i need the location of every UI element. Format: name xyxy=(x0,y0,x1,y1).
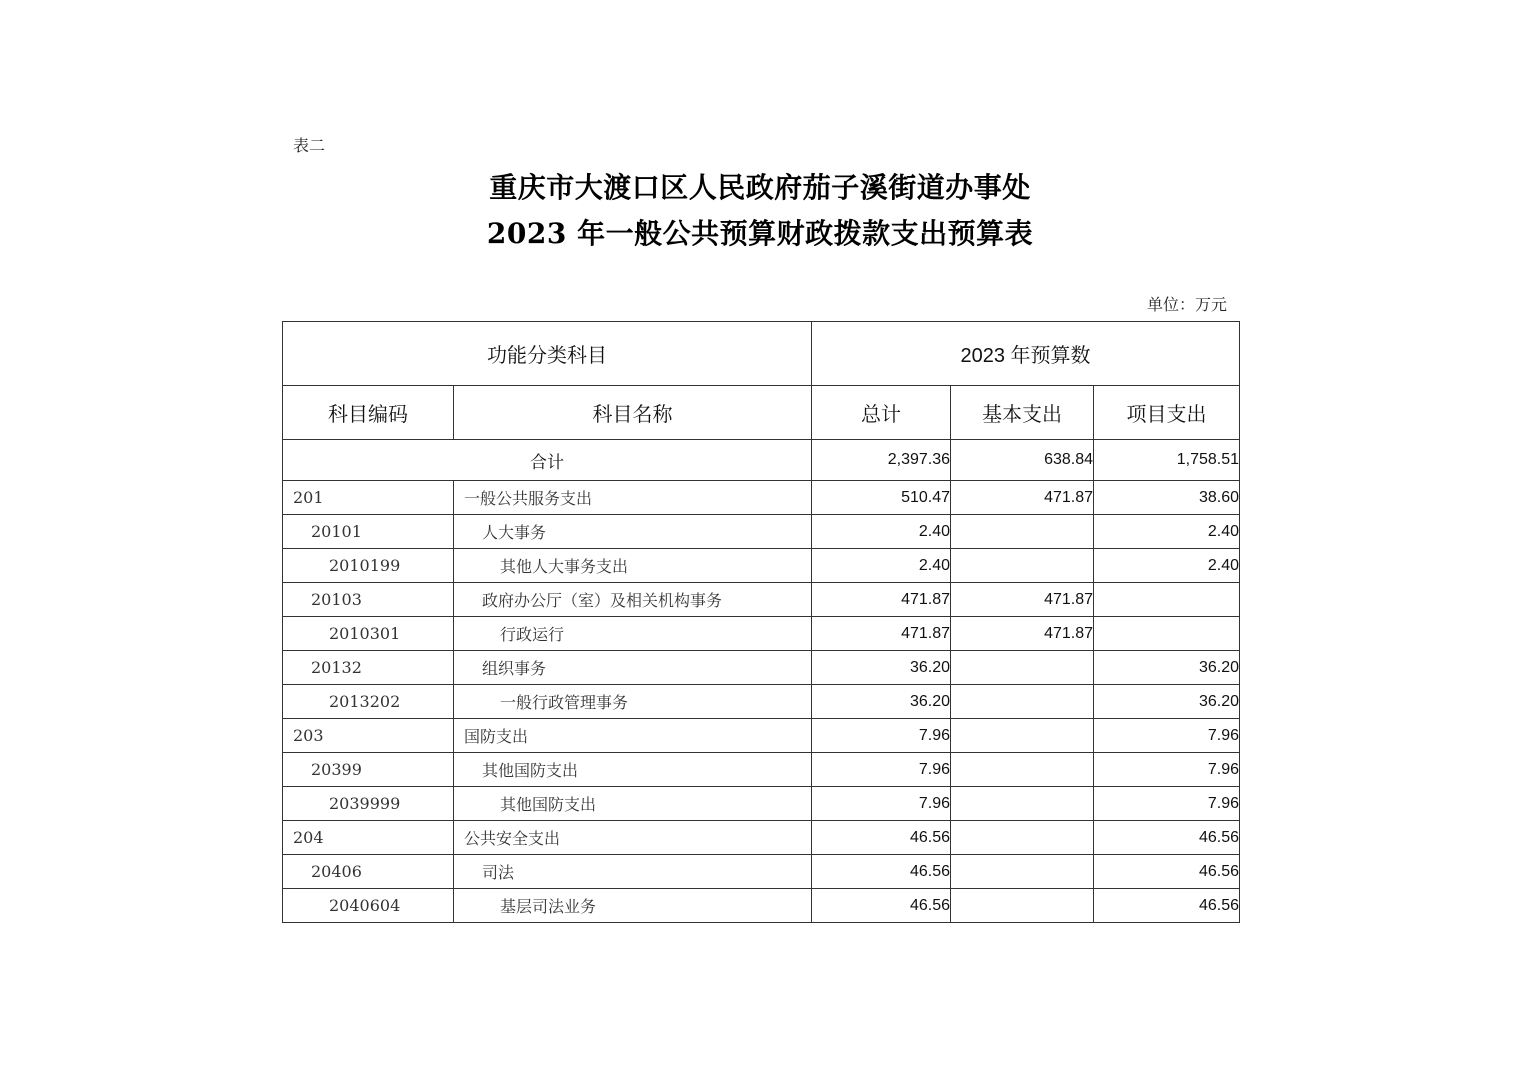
cell-code: 20103 xyxy=(283,583,454,617)
cell-basic: 471.87 xyxy=(951,481,1094,515)
cell-code: 20406 xyxy=(283,855,454,889)
header-group-row xyxy=(283,322,1240,386)
table-row xyxy=(283,821,1240,855)
header-total: 总计 xyxy=(812,386,951,440)
cell-name: 一般公共服务支出 xyxy=(454,481,812,515)
header-basic: 基本支出 xyxy=(951,386,1094,440)
cell-project xyxy=(1094,617,1240,651)
total-sum: 2,397.36 xyxy=(812,440,951,481)
cell-project: 36.20 xyxy=(1094,685,1240,719)
cell-project: 46.56 xyxy=(1094,821,1240,855)
total-label: 合计 xyxy=(283,440,812,481)
cell-total: 7.96 xyxy=(812,719,951,753)
total-basic: 638.84 xyxy=(951,440,1094,481)
document-title: 重庆市大渡口区人民政府茄子溪街道办事处 xyxy=(489,171,1031,204)
table-label: 表二 xyxy=(293,136,326,155)
cell-code: 20132 xyxy=(283,651,454,685)
cell-total: 36.20 xyxy=(812,651,951,685)
cell-name: 组织事务 xyxy=(454,651,812,685)
cell-code: 203 xyxy=(283,719,454,753)
cell-name: 政府办公厅（室）及相关机构事务 xyxy=(454,583,812,617)
cell-basic xyxy=(951,787,1094,821)
cell-project: 2.40 xyxy=(1094,515,1240,549)
unit-label: 单位：万元 xyxy=(1146,295,1227,314)
cell-name: 其他国防支出 xyxy=(454,787,812,821)
cell-total: 46.56 xyxy=(812,855,951,889)
cell-basic xyxy=(951,753,1094,787)
cell-code: 20101 xyxy=(283,515,454,549)
cell-project: 7.96 xyxy=(1094,787,1240,821)
header-budget-year: 2023 年预算数 xyxy=(812,322,1240,386)
cell-code: 20399 xyxy=(283,753,454,787)
budget-table xyxy=(282,321,1240,923)
cell-project: 7.96 xyxy=(1094,719,1240,753)
cell-total: 471.87 xyxy=(812,617,951,651)
cell-total: 46.56 xyxy=(812,889,951,923)
header-name: 科目名称 xyxy=(454,386,812,440)
cell-total: 2.40 xyxy=(812,515,951,549)
cell-basic xyxy=(951,821,1094,855)
budget-table-body xyxy=(283,322,1240,923)
cell-name: 其他人大事务支出 xyxy=(454,549,812,583)
cell-project xyxy=(1094,583,1240,617)
cell-basic xyxy=(951,855,1094,889)
total-project: 1,758.51 xyxy=(1094,440,1240,481)
document-subtitle: 2023 年一般公共预算财政拨款支出预算表 xyxy=(486,217,1034,250)
cell-code: 204 xyxy=(283,821,454,855)
cell-project: 46.56 xyxy=(1094,889,1240,923)
cell-code: 201 xyxy=(283,481,454,515)
cell-project: 2.40 xyxy=(1094,549,1240,583)
cell-name: 国防支出 xyxy=(454,719,812,753)
cell-name: 基层司法业务 xyxy=(454,889,812,923)
cell-name: 人大事务 xyxy=(454,515,812,549)
header-functional-category: 功能分类科目 xyxy=(283,322,812,386)
cell-basic xyxy=(951,719,1094,753)
cell-code: 2010301 xyxy=(283,617,454,651)
table-row xyxy=(283,617,1240,651)
table-row xyxy=(283,651,1240,685)
cell-total: 36.20 xyxy=(812,685,951,719)
cell-total: 7.96 xyxy=(812,787,951,821)
cell-basic: 471.87 xyxy=(951,617,1094,651)
cell-code: 2040604 xyxy=(283,889,454,923)
cell-code: 2013202 xyxy=(283,685,454,719)
cell-project: 7.96 xyxy=(1094,753,1240,787)
table-row xyxy=(283,889,1240,923)
cell-basic xyxy=(951,889,1094,923)
cell-total: 7.96 xyxy=(812,753,951,787)
cell-code: 2039999 xyxy=(283,787,454,821)
table-row xyxy=(283,787,1240,821)
table-row xyxy=(283,515,1240,549)
cell-total: 510.47 xyxy=(812,481,951,515)
cell-basic xyxy=(951,651,1094,685)
table-row xyxy=(283,549,1240,583)
cell-basic xyxy=(951,515,1094,549)
header-code: 科目编码 xyxy=(283,386,454,440)
table-row xyxy=(283,685,1240,719)
cell-total: 471.87 xyxy=(812,583,951,617)
cell-project: 38.60 xyxy=(1094,481,1240,515)
table-row xyxy=(283,719,1240,753)
cell-name: 其他国防支出 xyxy=(454,753,812,787)
cell-project: 36.20 xyxy=(1094,651,1240,685)
table-row xyxy=(283,753,1240,787)
header-column-row xyxy=(283,386,1240,440)
cell-project: 46.56 xyxy=(1094,855,1240,889)
cell-name: 公共安全支出 xyxy=(454,821,812,855)
header-project: 项目支出 xyxy=(1094,386,1240,440)
total-row xyxy=(283,440,1240,481)
cell-name: 一般行政管理事务 xyxy=(454,685,812,719)
table-row xyxy=(283,583,1240,617)
table-row xyxy=(283,481,1240,515)
cell-total: 46.56 xyxy=(812,821,951,855)
table-row xyxy=(283,855,1240,889)
cell-basic: 471.87 xyxy=(951,583,1094,617)
cell-basic xyxy=(951,685,1094,719)
cell-name: 司法 xyxy=(454,855,812,889)
cell-basic xyxy=(951,549,1094,583)
cell-total: 2.40 xyxy=(812,549,951,583)
cell-code: 2010199 xyxy=(283,549,454,583)
cell-name: 行政运行 xyxy=(454,617,812,651)
